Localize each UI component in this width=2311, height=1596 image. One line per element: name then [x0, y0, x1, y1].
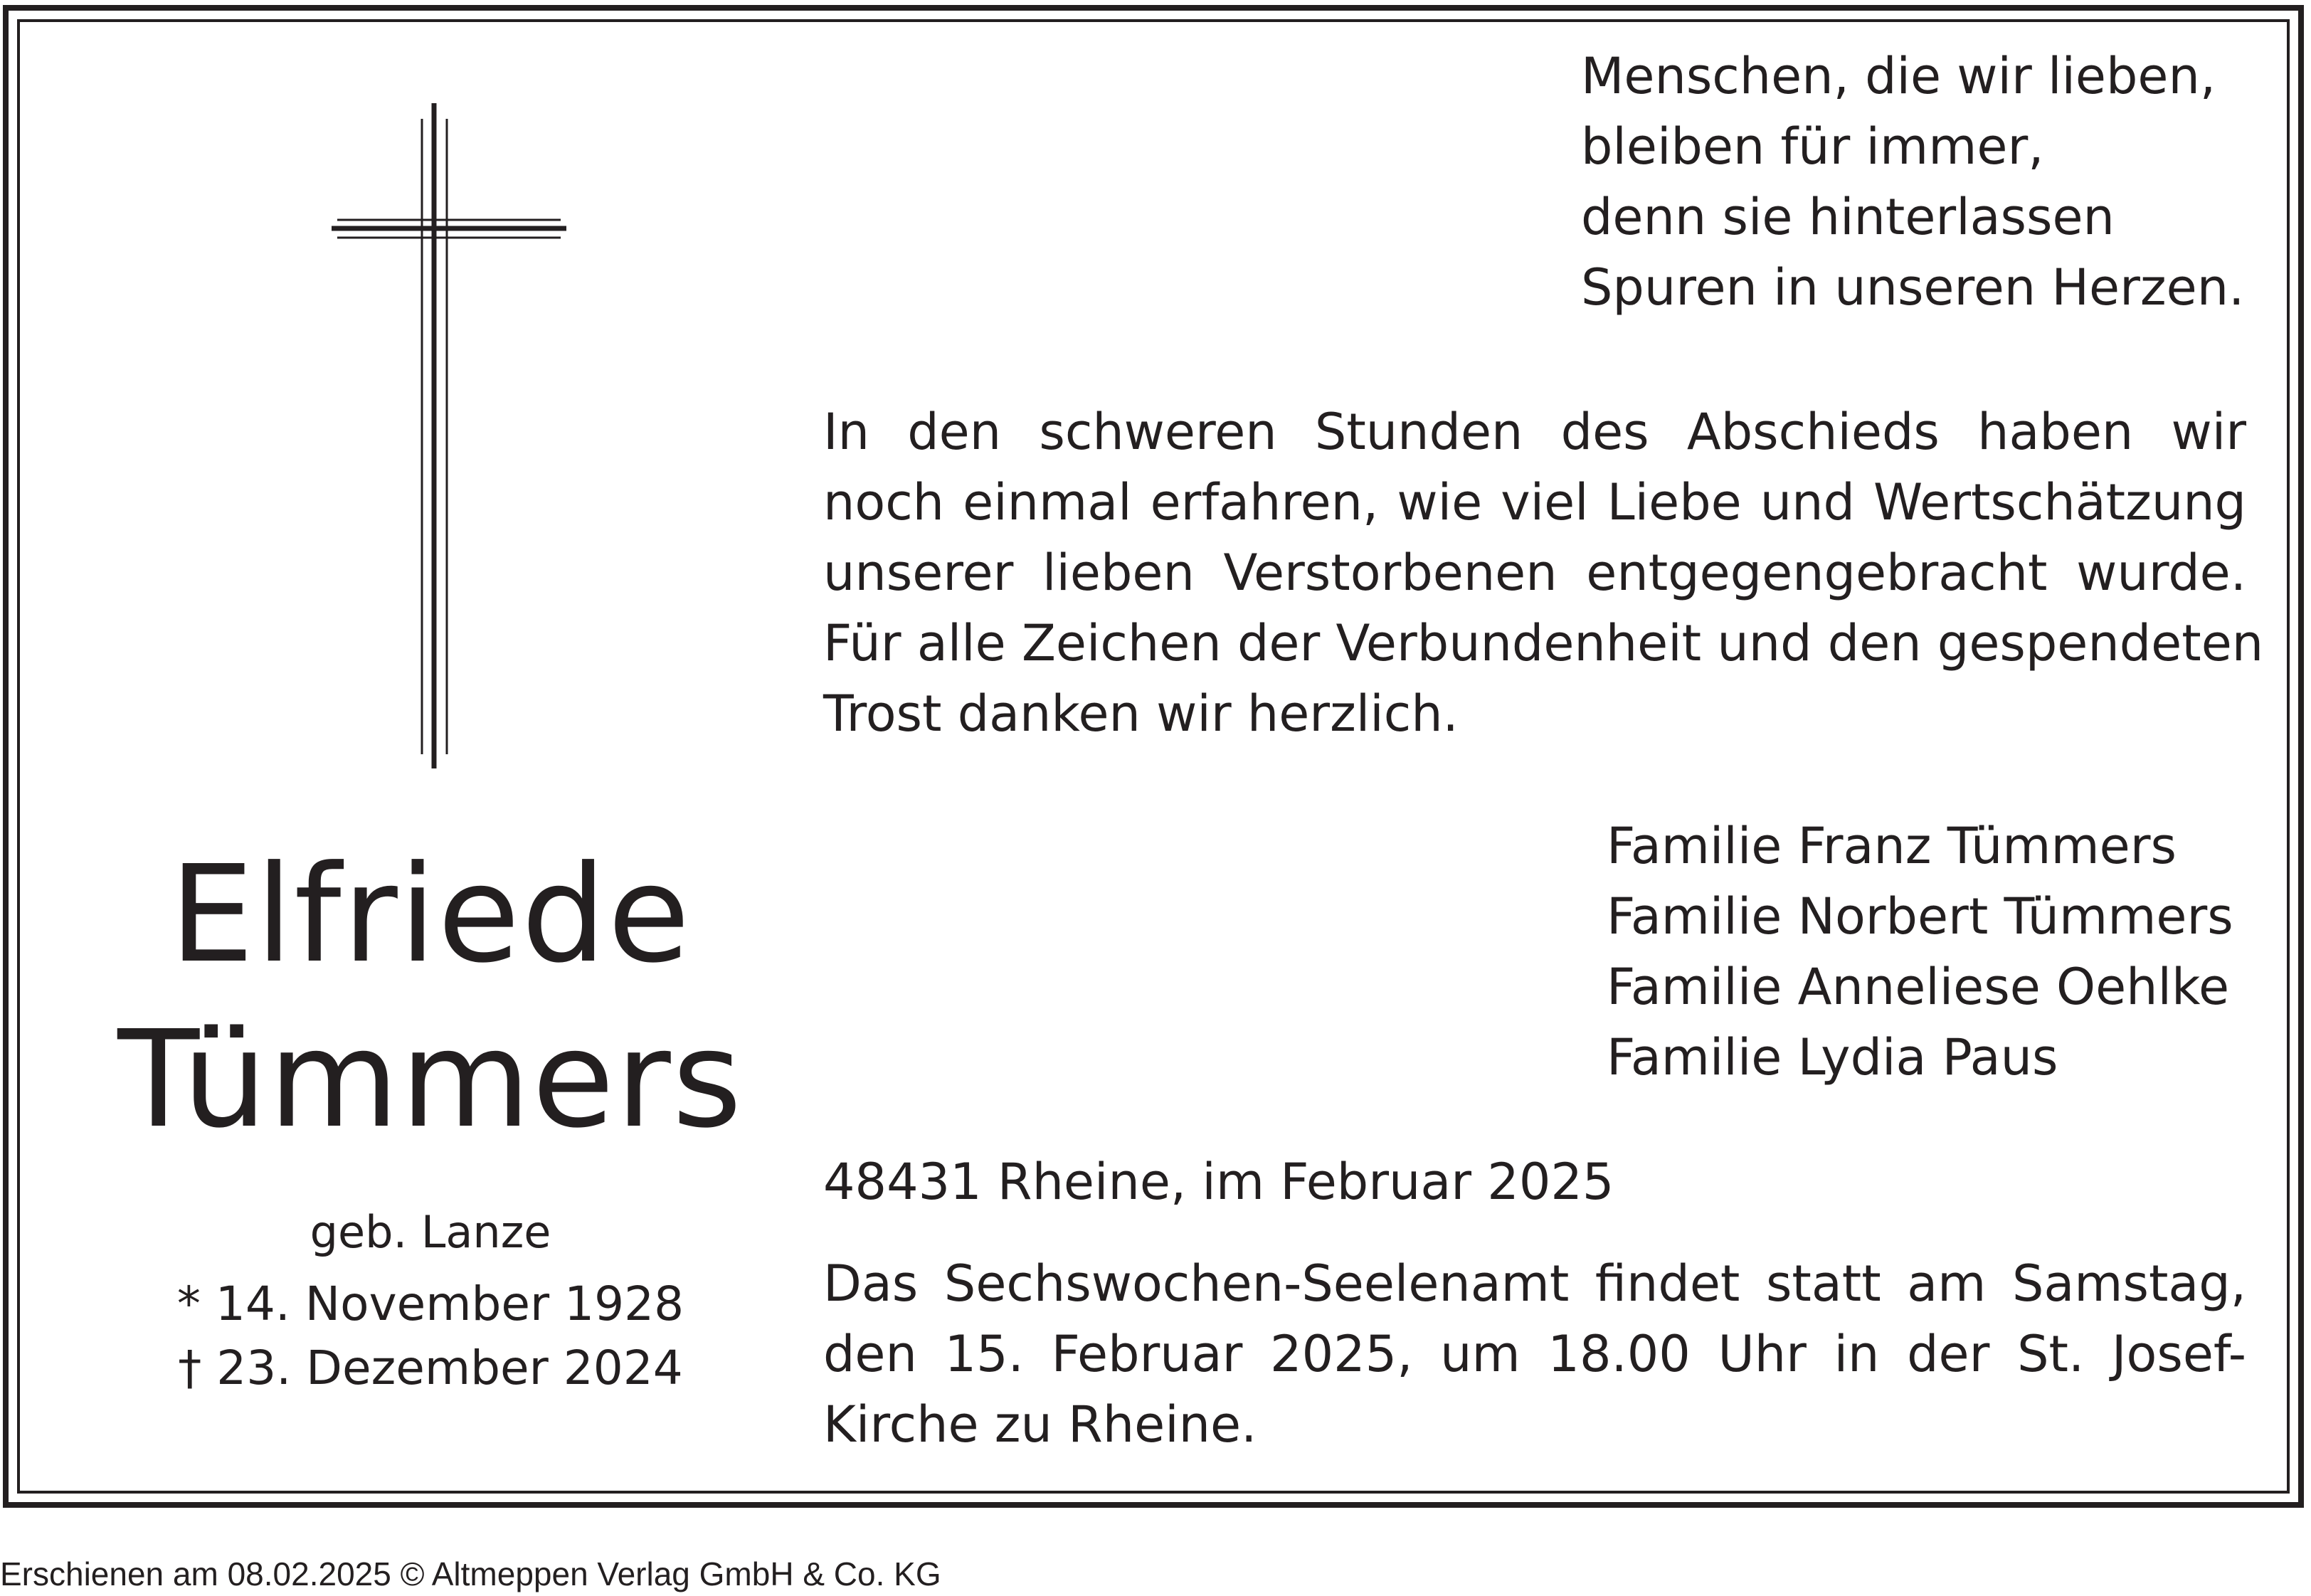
- quote-line: Spuren in unseren Herzen.: [1581, 258, 2245, 317]
- signature-line: Familie Anneliese Oehlke: [1607, 958, 2230, 1016]
- service-line: Kirche zu Rheine.: [823, 1395, 1257, 1454]
- cross-icon: [327, 103, 569, 772]
- thanks-line: unserer lieben Verstorbenen entgegengebracht wurde.: [823, 544, 2246, 602]
- thanks-paragraph: [823, 397, 2264, 749]
- maiden-name: geb. Lanze: [310, 1206, 551, 1258]
- quote-line: Menschen, die wir lieben,: [1581, 47, 2216, 105]
- death-date: † 23. Dezember 2024: [178, 1341, 683, 1395]
- memorial-quote: [1581, 41, 2244, 323]
- signature-line: Familie Norbert Tümmers: [1607, 887, 2233, 946]
- quote-line: bleiben für immer,: [1581, 117, 2044, 176]
- quote-line: denn sie hinterlassen: [1581, 188, 2115, 246]
- thanks-line: Trost danken wir herzlich.: [823, 685, 1459, 743]
- thanks-line: In den schweren Stunden des Abschieds haben wir: [823, 403, 2246, 461]
- family-signatures: [1607, 811, 2233, 1093]
- service-line: den 15. Februar 2025, um 18.00 Uhr in der St. Josef-: [823, 1325, 2246, 1383]
- birth-date: * 14. November 1928: [176, 1277, 684, 1331]
- signature-line: Familie Franz Tümmers: [1607, 817, 2177, 875]
- publication-footer: Erschienen am 08.02.2025 © Altmeppen Verlag GmbH & Co. KG: [0, 1555, 941, 1592]
- life-dates: [78, 1272, 783, 1400]
- signature-line: Familie Lydia Paus: [1607, 1028, 2058, 1087]
- thanks-line: Für alle Zeichen der Verbundenheit und den gespendeten: [823, 614, 2264, 672]
- thanks-line: noch einmal erfahren, wie viel Liebe und Wertschätzung: [823, 473, 2246, 532]
- service-line: Das Sechswochen-Seelenamt findet statt am Samstag,: [823, 1254, 2246, 1313]
- place-date: 48431 Rheine, im Februar 2025: [823, 1153, 1614, 1211]
- last-name: Tümmers: [117, 1002, 744, 1158]
- first-name: Elfriede: [169, 837, 692, 993]
- deceased-block: [78, 833, 783, 1400]
- service-notice: [823, 1249, 2246, 1460]
